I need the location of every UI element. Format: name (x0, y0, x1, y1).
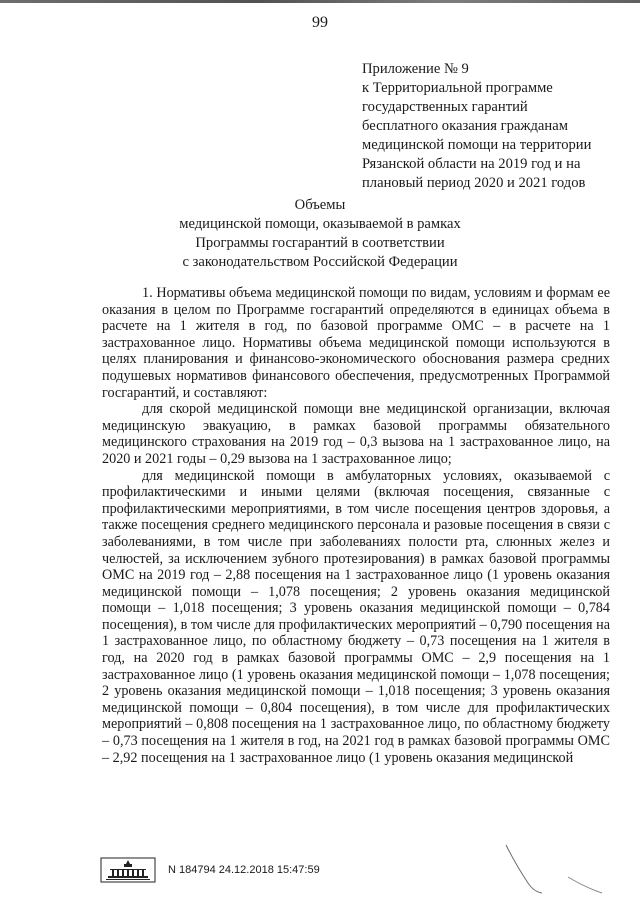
paragraph-1: 1. Нормативы объема медицинской помощи по видам, условиям и формам ее оказания в целом по Программе госгарантий определяются в единицах объема в расчете на 1 жителя в год, по базовой программе ОМС – в расчете на 1 застрахованное лицо. Нормативы объема медицинской помощи используются в целях планирования и финансово-экономического обоснования размера средних подушевых нормативов финансового обеспечения, предусмотренных Программой госгарантий, и составляют: (102, 285, 610, 401)
appendix-line: Приложение № 9 (362, 61, 469, 77)
appendix-line: плановый период 2020 и 2021 годов (362, 175, 586, 191)
scan-top-edge (0, 0, 640, 3)
appendix-line: государственных гарантий (362, 99, 528, 115)
title-line: Программы госгарантий в соответствии (195, 235, 445, 251)
title-line: Объемы (294, 197, 346, 213)
appendix-line: медицинской помощи на территории (362, 137, 592, 153)
document-footer (100, 856, 320, 884)
title-line: медицинской помощи, оказываемой в рамках (179, 216, 461, 232)
registration-stamp: N 184794 24.12.2018 15:47:59 (168, 864, 320, 876)
document-title (0, 196, 640, 272)
title-line: с законодательством Российской Федерации (182, 254, 458, 270)
paragraph-ambulance: для скорой медицинской помощи вне медицинской организации, включая медицинскую эвакуацию, в рамках базовой программы обязательного медицинского страхования на 2019 год – 0,3 вызова на 1 застрахованное лицо, на 2020 и 2021 годы – 0,29 вызова на 1 застрахованное лицо; (102, 401, 610, 467)
page-number: 99 (312, 14, 328, 31)
legislative-building-icon (100, 857, 156, 883)
appendix-line: Рязанской области на 2019 год и на (362, 156, 581, 172)
handwritten-signature-icon (498, 837, 608, 897)
appendix-line: к Территориальной программе (362, 80, 553, 96)
document-body (102, 285, 610, 766)
appendix-header (362, 60, 632, 193)
appendix-line: бесплатного оказания гражданам (362, 118, 568, 134)
paragraph-outpatient: для медицинской помощи в амбулаторных условиях, оказываемой с профилактическими и иными целями (включая посещения, связанные с профилактическими мероприятиями, в том числе посещения центров здоровья, а также посещения среднего медицинского персонала и разовые посещения в связи с заболеваниями, в том числе при заболеваниях полости рта, слюнных желез и челюстей, за исключением зубного протезирования) в рамках базовой программы ОМС на 2019 год – 2,88 посещения на 1 застрахованное лицо (1 уровень оказания медицинской помощи – 1,078 посещения; 2 уровень оказания медицинской помощи – 1,018 посещения; 3 уровень оказания медицинской помощи – 0,784 посещения), в том числе для профилактических мероприятий – 0,790 посещения на 1 застрахованное лицо, по областному бюджету – 0,73 посещения на 1 жителя в год, на 2020 год в рамках базовой программы ОМС – 2,9 посещения на 1 застрахованное лицо (1 уровень оказания медицинской помощи – 1,078 посещения; 2 уровень оказания медицинской помощи – 1,018 посещения; 3 уровень оказания медицинской помощи – 0,804 посещения), в том числе для профилактических мероприятий – 0,808 посещения на 1 застрахованное лицо, по областному бюджету – 0,73 посещения на 1 жителя в год, на 2021 год в рамках базовой программы ОМС – 2,92 посещения на 1 застрахованное лицо (1 уровень оказания медицинской (102, 467, 610, 766)
